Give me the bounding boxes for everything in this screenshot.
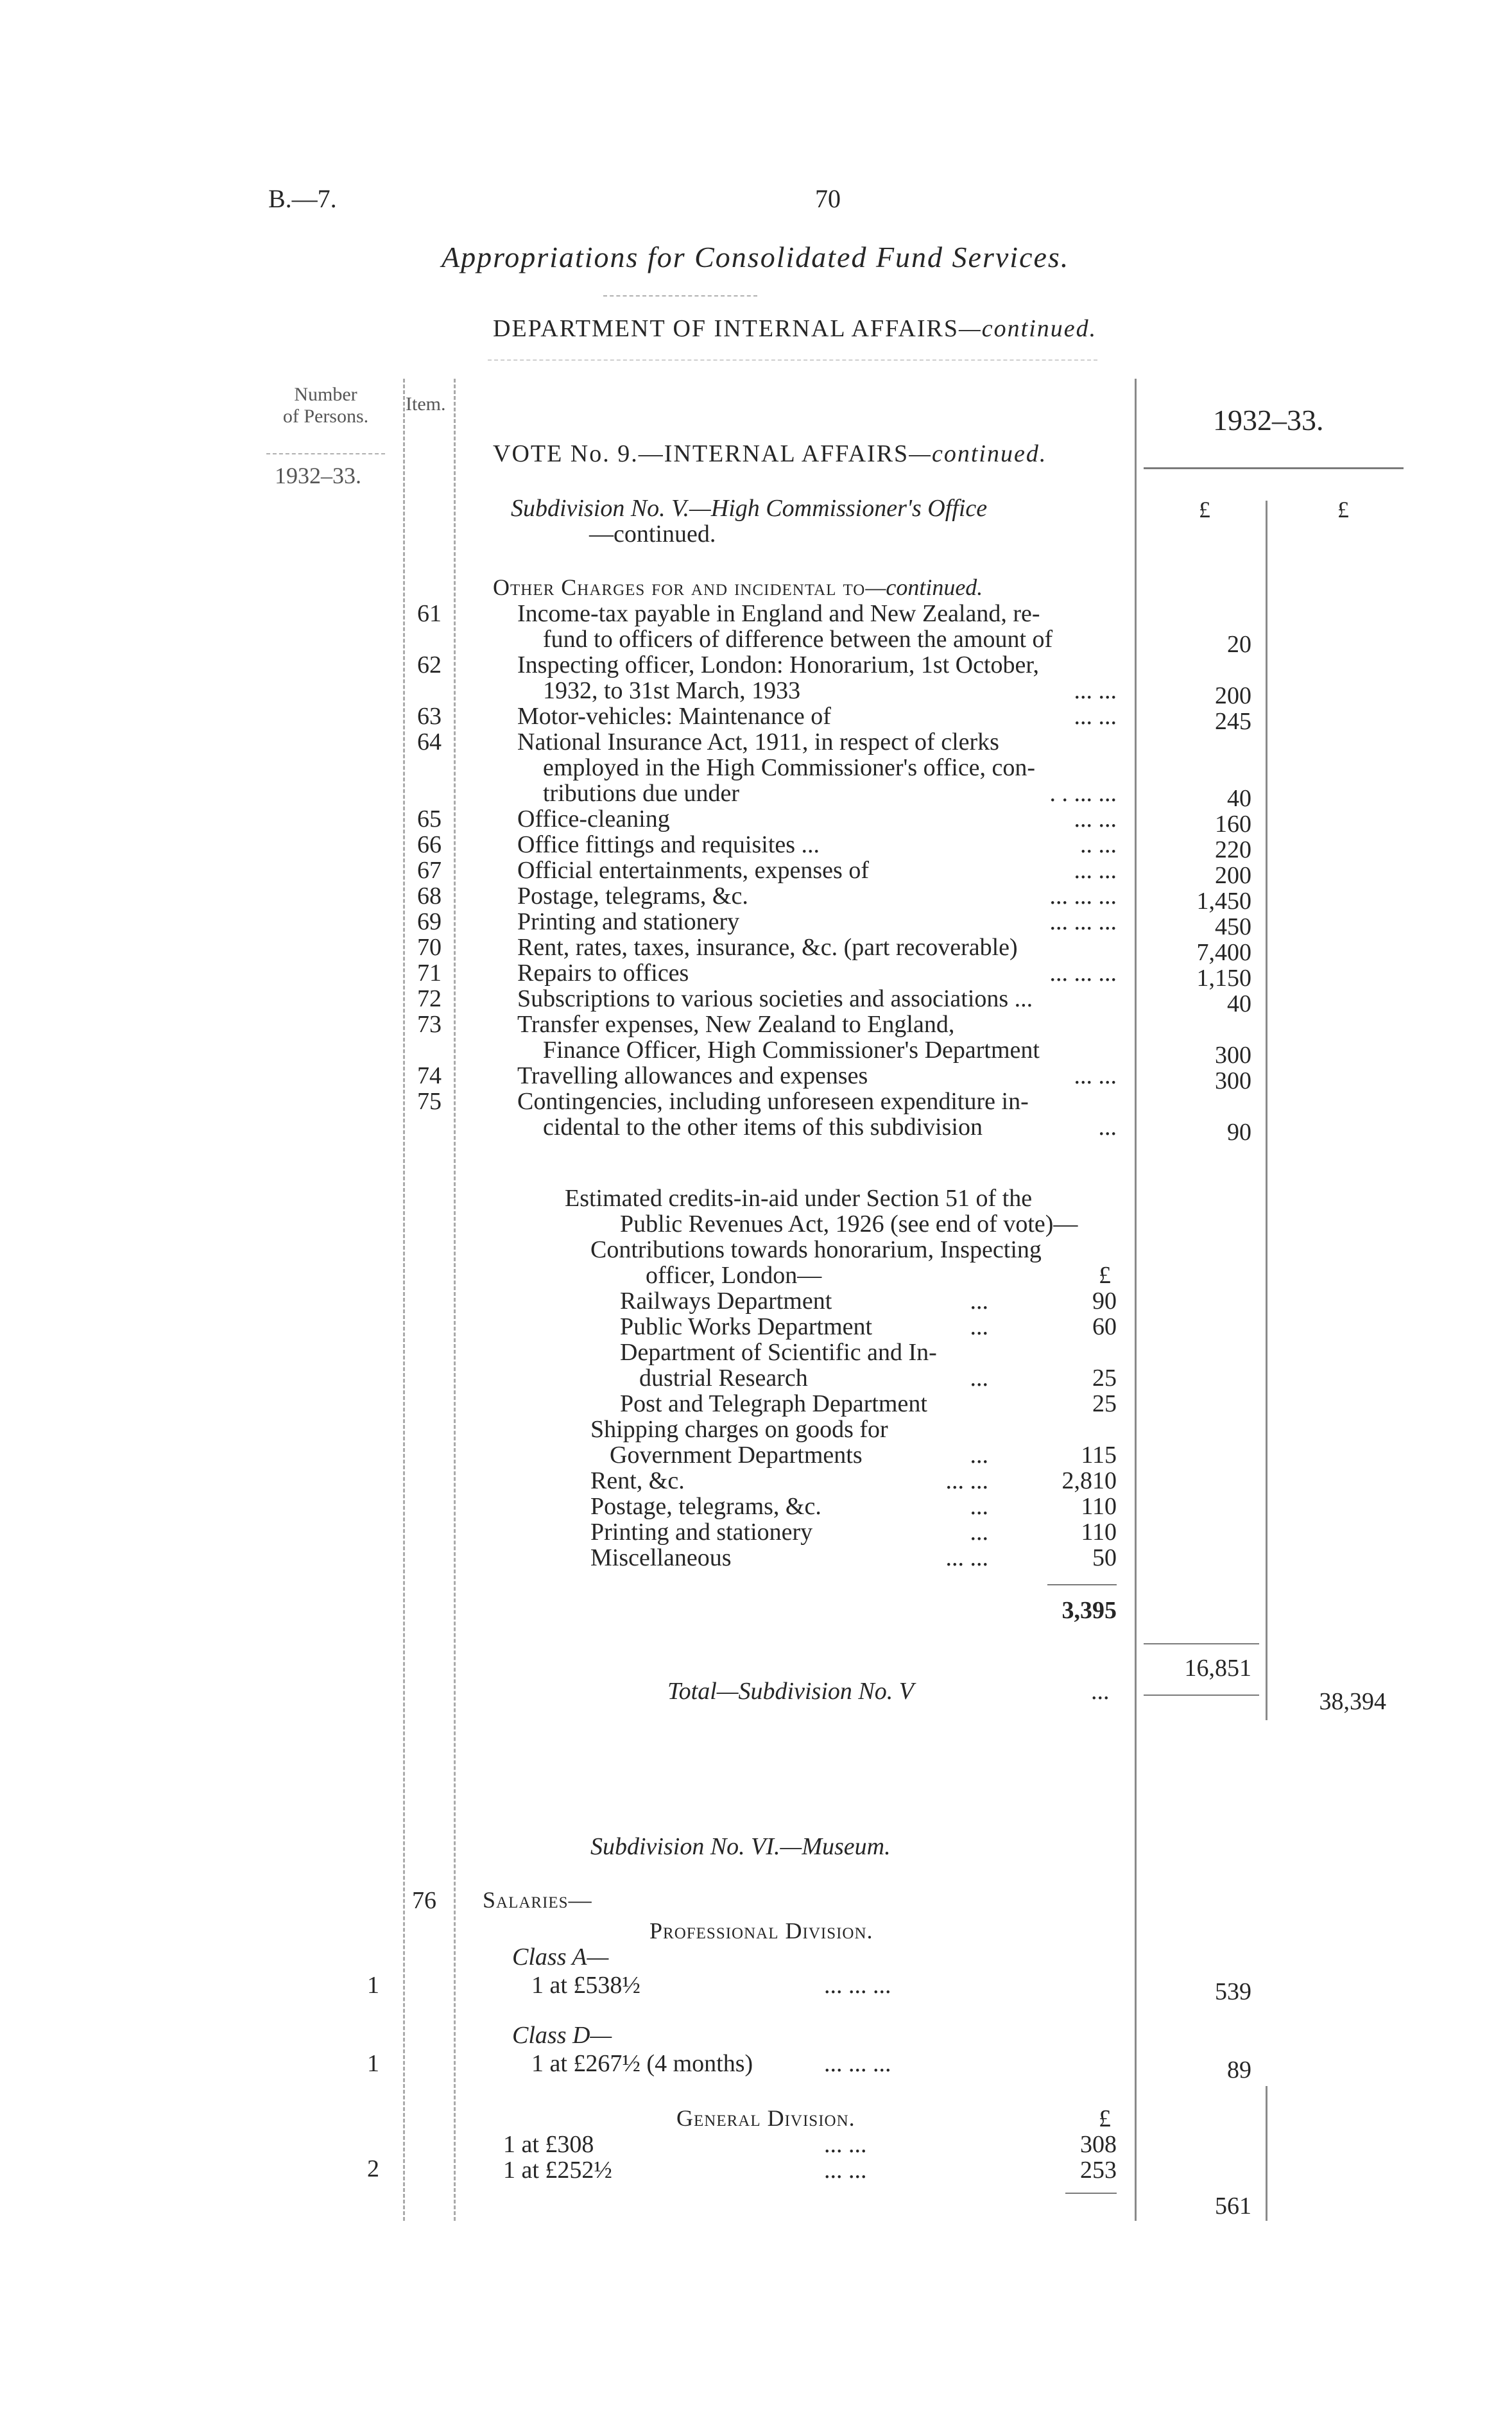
item-description-line: cidental to the other items of this subdivision bbox=[543, 1114, 983, 1141]
subtotal-rule-top bbox=[1144, 1643, 1259, 1644]
credit-amount: 2,810 bbox=[1061, 1467, 1117, 1494]
subtotal-v-dots: ... bbox=[1091, 1678, 1110, 1705]
item-leader-dots: ... ... bbox=[1074, 677, 1117, 704]
credit-label: Postage, telegrams, &c. bbox=[590, 1493, 821, 1520]
credits-total-rule bbox=[1047, 1584, 1117, 1585]
class-a-amount: 539 bbox=[1215, 1978, 1251, 2005]
subdivision-v-heading: Subdivision No. V.—High Commissioner's Office bbox=[511, 495, 988, 522]
item-description-line: Official entertainments, expenses of bbox=[517, 857, 869, 884]
class-a-dots: ... ... ... bbox=[824, 1972, 891, 1999]
other-charges-heading bbox=[493, 576, 983, 599]
item-number: 62 bbox=[417, 651, 442, 678]
rule-text-amount bbox=[1135, 379, 1137, 2221]
credits-intro-4: officer, London— bbox=[646, 1262, 822, 1289]
item-leader-dots: ... ... ... bbox=[1049, 908, 1117, 935]
rule-persons-item bbox=[403, 379, 405, 2221]
item-amount: 200 bbox=[1215, 862, 1251, 889]
department-heading bbox=[493, 316, 1097, 341]
other-charges-text: Other Charges for and incidental to bbox=[493, 574, 866, 600]
number-year-label: 1932–33. bbox=[275, 463, 361, 488]
item-amount: 1,150 bbox=[1196, 965, 1251, 992]
item-amount: 90 bbox=[1227, 1119, 1251, 1146]
item-number: 65 bbox=[417, 806, 442, 832]
item-amount: 450 bbox=[1215, 913, 1251, 940]
document-reference: B.—7. bbox=[268, 184, 337, 213]
credit-amount: 90 bbox=[1092, 1288, 1117, 1315]
rule-under-department bbox=[488, 359, 1097, 361]
item-leader-dots: . . ... ... bbox=[1049, 780, 1117, 807]
subdivision-vi-heading: Subdivision No. VI.—Museum. bbox=[590, 1833, 891, 1860]
item-description-line: Finance Officer, High Commissioner's Department bbox=[543, 1037, 1040, 1064]
item-leader-dots: ... ... bbox=[1074, 806, 1117, 832]
general-division-heading: General Division. bbox=[676, 2105, 855, 2131]
item-leader-dots: ... ... bbox=[1074, 703, 1117, 730]
general-line-1-amount: 308 bbox=[1080, 2131, 1117, 2158]
credit-label: Printing and stationery bbox=[590, 1519, 813, 1546]
credit-amount: 110 bbox=[1081, 1519, 1117, 1546]
credit-amount: 60 bbox=[1092, 1313, 1117, 1340]
item-number: 73 bbox=[417, 1011, 442, 1038]
credit-amount: 25 bbox=[1092, 1365, 1117, 1392]
rule-under-year bbox=[1144, 467, 1404, 469]
professional-division-heading: Professional Division. bbox=[649, 1918, 873, 1944]
credit-label: Shipping charges on goods for bbox=[590, 1416, 888, 1443]
rule-item-text bbox=[454, 379, 456, 2221]
item-description-line: Transfer expenses, New Zealand to England, bbox=[517, 1011, 955, 1038]
credit-leader-dots: ... ... bbox=[945, 1544, 988, 1571]
class-d-amount: 89 bbox=[1227, 2057, 1251, 2083]
item-number: 75 bbox=[417, 1088, 442, 1115]
item-description-line: Motor-vehicles: Maintenance of bbox=[517, 703, 831, 730]
item-description-line: Office-cleaning bbox=[517, 806, 670, 832]
item-number: 68 bbox=[417, 883, 442, 910]
credit-label: Department of Scientific and In- bbox=[620, 1339, 937, 1366]
rule-amount-total-lower bbox=[1266, 2086, 1267, 2221]
general-line-2-amount: 253 bbox=[1080, 2157, 1117, 2184]
item-description-line: Income-tax payable in England and New Zealand, re- bbox=[517, 600, 1040, 627]
subtotal-rule-bottom bbox=[1144, 1695, 1259, 1696]
item-number: 67 bbox=[417, 857, 442, 884]
general-line-1-dots: ... ... bbox=[824, 2131, 867, 2158]
item-amount: 7,400 bbox=[1196, 939, 1251, 966]
number-label-line2: of Persons. bbox=[282, 406, 369, 427]
item-number: 70 bbox=[417, 934, 442, 961]
rule-under-number bbox=[266, 453, 385, 454]
year-column-header: 1932–33. bbox=[1213, 404, 1324, 436]
item-leader-dots: ... bbox=[1098, 1114, 1117, 1141]
general-persons: 2 bbox=[367, 2155, 379, 2182]
item-number: 64 bbox=[417, 729, 442, 755]
credits-pound: £ bbox=[1099, 1262, 1111, 1289]
general-line-1: 1 at £308 bbox=[503, 2131, 594, 2158]
credit-label: Miscellaneous bbox=[590, 1544, 732, 1571]
item-number: 71 bbox=[417, 960, 442, 987]
department-continued: —continued. bbox=[958, 315, 1097, 342]
general-pound: £ bbox=[1099, 2105, 1111, 2132]
class-a-label: Class A— bbox=[512, 1944, 609, 1971]
class-d-dots: ... ... ... bbox=[824, 2050, 891, 2077]
credits-intro-2: Public Revenues Act, 1926 (see end of vote)— bbox=[620, 1211, 1078, 1238]
credit-amount: 110 bbox=[1081, 1493, 1117, 1520]
item-description-line: National Insurance Act, 1911, in respect of clerks bbox=[517, 729, 999, 755]
item-amount: 220 bbox=[1215, 836, 1251, 863]
credit-amount: 50 bbox=[1092, 1544, 1117, 1571]
credit-label: Post and Telegraph Department bbox=[620, 1390, 927, 1417]
item-amount: 40 bbox=[1227, 990, 1251, 1017]
item-number: 74 bbox=[417, 1062, 442, 1089]
other-charges-continued: —continued. bbox=[865, 574, 983, 600]
class-d-line: 1 at £267½ (4 months) bbox=[531, 2050, 753, 2077]
item-number: 61 bbox=[417, 600, 442, 627]
item-description-line: Inspecting officer, London: Honorarium, 1st October, bbox=[517, 651, 1040, 678]
item-amount: 20 bbox=[1227, 631, 1251, 658]
vote-heading bbox=[493, 442, 1047, 466]
item-number: 66 bbox=[417, 831, 442, 858]
subtotal-v-amount: 16,851 bbox=[1184, 1655, 1251, 1682]
item-number-76: 76 bbox=[412, 1887, 436, 1914]
subtotal-v-label: Total—Subdivision No. V bbox=[667, 1678, 914, 1705]
page-number: 70 bbox=[815, 184, 841, 213]
credits-intro-3: Contributions towards honorarium, Inspecting bbox=[590, 1236, 1042, 1263]
item-description-line: Travelling allowances and expenses bbox=[517, 1062, 868, 1089]
credit-label: dustrial Research bbox=[639, 1365, 808, 1392]
credit-leader-dots: ... bbox=[970, 1493, 988, 1520]
vote-heading-continued: —continued. bbox=[909, 440, 1047, 467]
item-description-line: Repairs to offices bbox=[517, 960, 689, 987]
item-description-line: Printing and stationery bbox=[517, 908, 740, 935]
decorative-rule bbox=[603, 295, 757, 297]
item-leader-dots: ... ... ... bbox=[1049, 960, 1117, 987]
credit-leader-dots: ... ... bbox=[945, 1467, 988, 1494]
credit-amount: 25 bbox=[1092, 1390, 1117, 1417]
rule-amount-total bbox=[1266, 501, 1267, 1720]
number-of-persons-label bbox=[266, 385, 385, 426]
class-a-persons: 1 bbox=[367, 1972, 379, 1999]
item-leader-dots: ... ... bbox=[1074, 1062, 1117, 1089]
item-description-line: Rent, rates, taxes, insurance, &c. (part recoverable) bbox=[517, 934, 1018, 961]
credit-amount: 115 bbox=[1081, 1442, 1117, 1469]
subdivision-v-continued: —continued. bbox=[589, 521, 716, 548]
item-amount: 40 bbox=[1227, 785, 1251, 812]
page-title: Appropriations for Consolidated Fund Services. bbox=[442, 241, 1070, 273]
credit-leader-dots: ... bbox=[970, 1519, 988, 1546]
subtotal-v-total: 38,394 bbox=[1319, 1688, 1386, 1715]
item-description-line: tributions due under bbox=[543, 780, 740, 807]
pound-column-1: £ bbox=[1199, 497, 1210, 522]
item-amount: 245 bbox=[1215, 708, 1251, 735]
credit-label: Railways Department bbox=[620, 1288, 832, 1315]
item-number: 69 bbox=[417, 908, 442, 935]
item-description-line: employed in the High Commissioner's office, con- bbox=[543, 754, 1036, 781]
credits-total: 3,395 bbox=[1061, 1597, 1117, 1624]
credit-label: Government Departments bbox=[610, 1442, 863, 1469]
general-subtotal-rule bbox=[1065, 2193, 1117, 2194]
item-label: Item. bbox=[406, 393, 446, 415]
salaries-heading: Salaries— bbox=[483, 1887, 592, 1913]
item-description-line: Postage, telegrams, &c. bbox=[517, 883, 748, 910]
credit-leader-dots: ... bbox=[970, 1365, 988, 1392]
item-number: 63 bbox=[417, 703, 442, 730]
item-amount: 200 bbox=[1215, 682, 1251, 709]
item-description-line: 1932, to 31st March, 1933 bbox=[543, 677, 801, 704]
item-amount: 300 bbox=[1215, 1067, 1251, 1094]
number-label-line1: Number bbox=[294, 384, 357, 405]
class-a-line: 1 at £538½ bbox=[531, 1972, 640, 1999]
item-description-line: Contingencies, including unforeseen expenditure in- bbox=[517, 1088, 1029, 1115]
class-d-label: Class D— bbox=[512, 2022, 612, 2049]
credit-leader-dots: ... bbox=[970, 1442, 988, 1469]
pound-column-2: £ bbox=[1337, 497, 1349, 522]
credit-label: Public Works Department bbox=[620, 1313, 873, 1340]
item-amount: 300 bbox=[1215, 1042, 1251, 1069]
item-description-line: Subscriptions to various societies and associations ... bbox=[517, 985, 1033, 1012]
vote-heading-text: VOTE No. 9.—INTERNAL AFFAIRS bbox=[493, 440, 909, 467]
credit-label: Rent, &c. bbox=[590, 1467, 685, 1494]
item-amount: 1,450 bbox=[1196, 888, 1251, 915]
general-line-2-dots: ... ... bbox=[824, 2157, 867, 2184]
item-description-line: Office fittings and requisites ... bbox=[517, 831, 820, 858]
credit-leader-dots: ... bbox=[970, 1288, 988, 1315]
credits-intro-1: Estimated credits-in-aid under Section 51 of the bbox=[565, 1185, 1033, 1212]
department-name: DEPARTMENT OF INTERNAL AFFAIRS bbox=[493, 315, 959, 342]
item-leader-dots: ... ... bbox=[1074, 857, 1117, 884]
item-number: 72 bbox=[417, 985, 442, 1012]
item-leader-dots: .. ... bbox=[1080, 831, 1117, 858]
general-subtotal: 561 bbox=[1215, 2193, 1251, 2220]
item-description-line: fund to officers of difference between the amount of bbox=[543, 626, 1053, 653]
class-d-persons: 1 bbox=[367, 2050, 379, 2077]
item-leader-dots: ... ... ... bbox=[1049, 883, 1117, 910]
general-line-2: 1 at £252½ bbox=[503, 2157, 612, 2184]
credit-leader-dots: ... bbox=[970, 1313, 988, 1340]
item-amount: 160 bbox=[1215, 811, 1251, 838]
